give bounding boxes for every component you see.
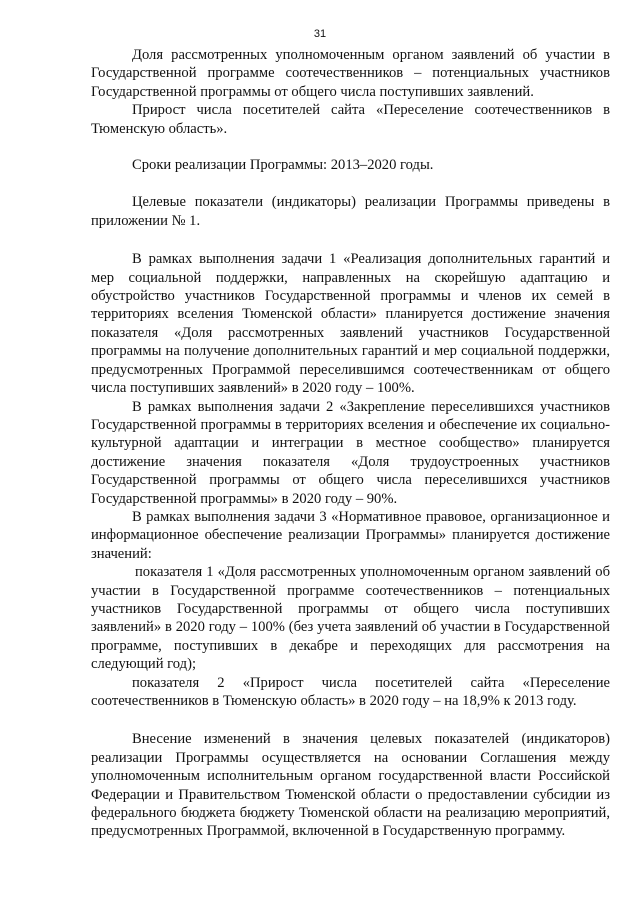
paragraph-indicator-site-visitors: Прирост числа посетителей сайта «Переселение соотечественников в Тюменскую область». bbox=[91, 102, 610, 137]
spacer bbox=[91, 710, 610, 730]
spacer bbox=[91, 230, 610, 250]
paragraph-task-3-indicator-2: показателя 2 «Прирост числа посетителей сайта «Переселение соотечественников в Тюменскую область» в 2020 году – на 18,9% к 2013 году. bbox=[91, 674, 610, 709]
spacer bbox=[91, 138, 610, 156]
paragraph-program-terms: Сроки реализации Программы: 2013–2020 годы. bbox=[132, 157, 434, 174]
paragraph-target-indicators: Целевые показатели (индикаторы) реализации Программы приведены в приложении № 1. bbox=[91, 194, 610, 229]
paragraph-task-2: В рамках выполнения задачи 2 «Закрепление переселившихся участников Государственной программы в территориях вселения и обеспечение их социально-культурной адаптации и интеграции в местное сообщество» планируется достижение значения показателя «Доля трудоустроенных участников Государственной программы от общего числа переселившихся участников Государственной программы» в 2020 году – 90%. bbox=[91, 398, 610, 507]
paragraph-task-3-indicator-1: показателя 1 «Доля рассмотренных уполномоченным органом заявлений об участии в Государственной программе соотечественников – потенциальных участников Государственной программы от общего числа поступивших заявлений» в 2020 году – 100% (без учета заявлений об участии в Государственной программе, поступивших в декабре и переходящих для рассмотрения на следующий год); bbox=[91, 564, 610, 673]
document-body bbox=[91, 46, 610, 841]
paragraph-indicator-changes: Внесение изменений в значения целевых показателей (индикаторов) реализации Программы осуществляется на основании Соглашения между уполномоченным исполнительным органом государственной власти Российской Федерации и Правительством Тюменской области о предоставлении субсидии из федерального бюджета бюджету Тюменской области на реализацию мероприятий, предусмотренных Программой, включенной в Государственную программу. bbox=[91, 731, 610, 840]
paragraph-indicator-applications-share: Доля рассмотренных уполномоченным органом заявлений об участии в Государственной программе соотечественников – потенциальных участников Государственной программы от общего числа поступивших заявлений. bbox=[91, 47, 610, 100]
spacer bbox=[91, 174, 610, 193]
paragraph-task-1: В рамках выполнения задачи 1 «Реализация дополнительных гарантий и мер социальной поддержки, направленных на скорейшую адаптацию и обустройство участников Государственной программы и членов их семей в территориях вселения Тюменской области» планируется достижение значения показателя «Доля рассмотренных заявлений участников Государственной программы на получение дополнительных гарантий и мер социальной поддержки, предусмотренных Программой переселившимся соотечественникам от общего числа поступивших заявлений» в 2020 году – 100%. bbox=[91, 251, 610, 397]
paragraph-task-3: В рамках выполнения задачи 3 «Нормативное правовое, организационное и информационное обеспечение реализации Программы» планируется достижение значений: bbox=[91, 508, 610, 562]
page-number: 31 bbox=[313, 28, 327, 40]
